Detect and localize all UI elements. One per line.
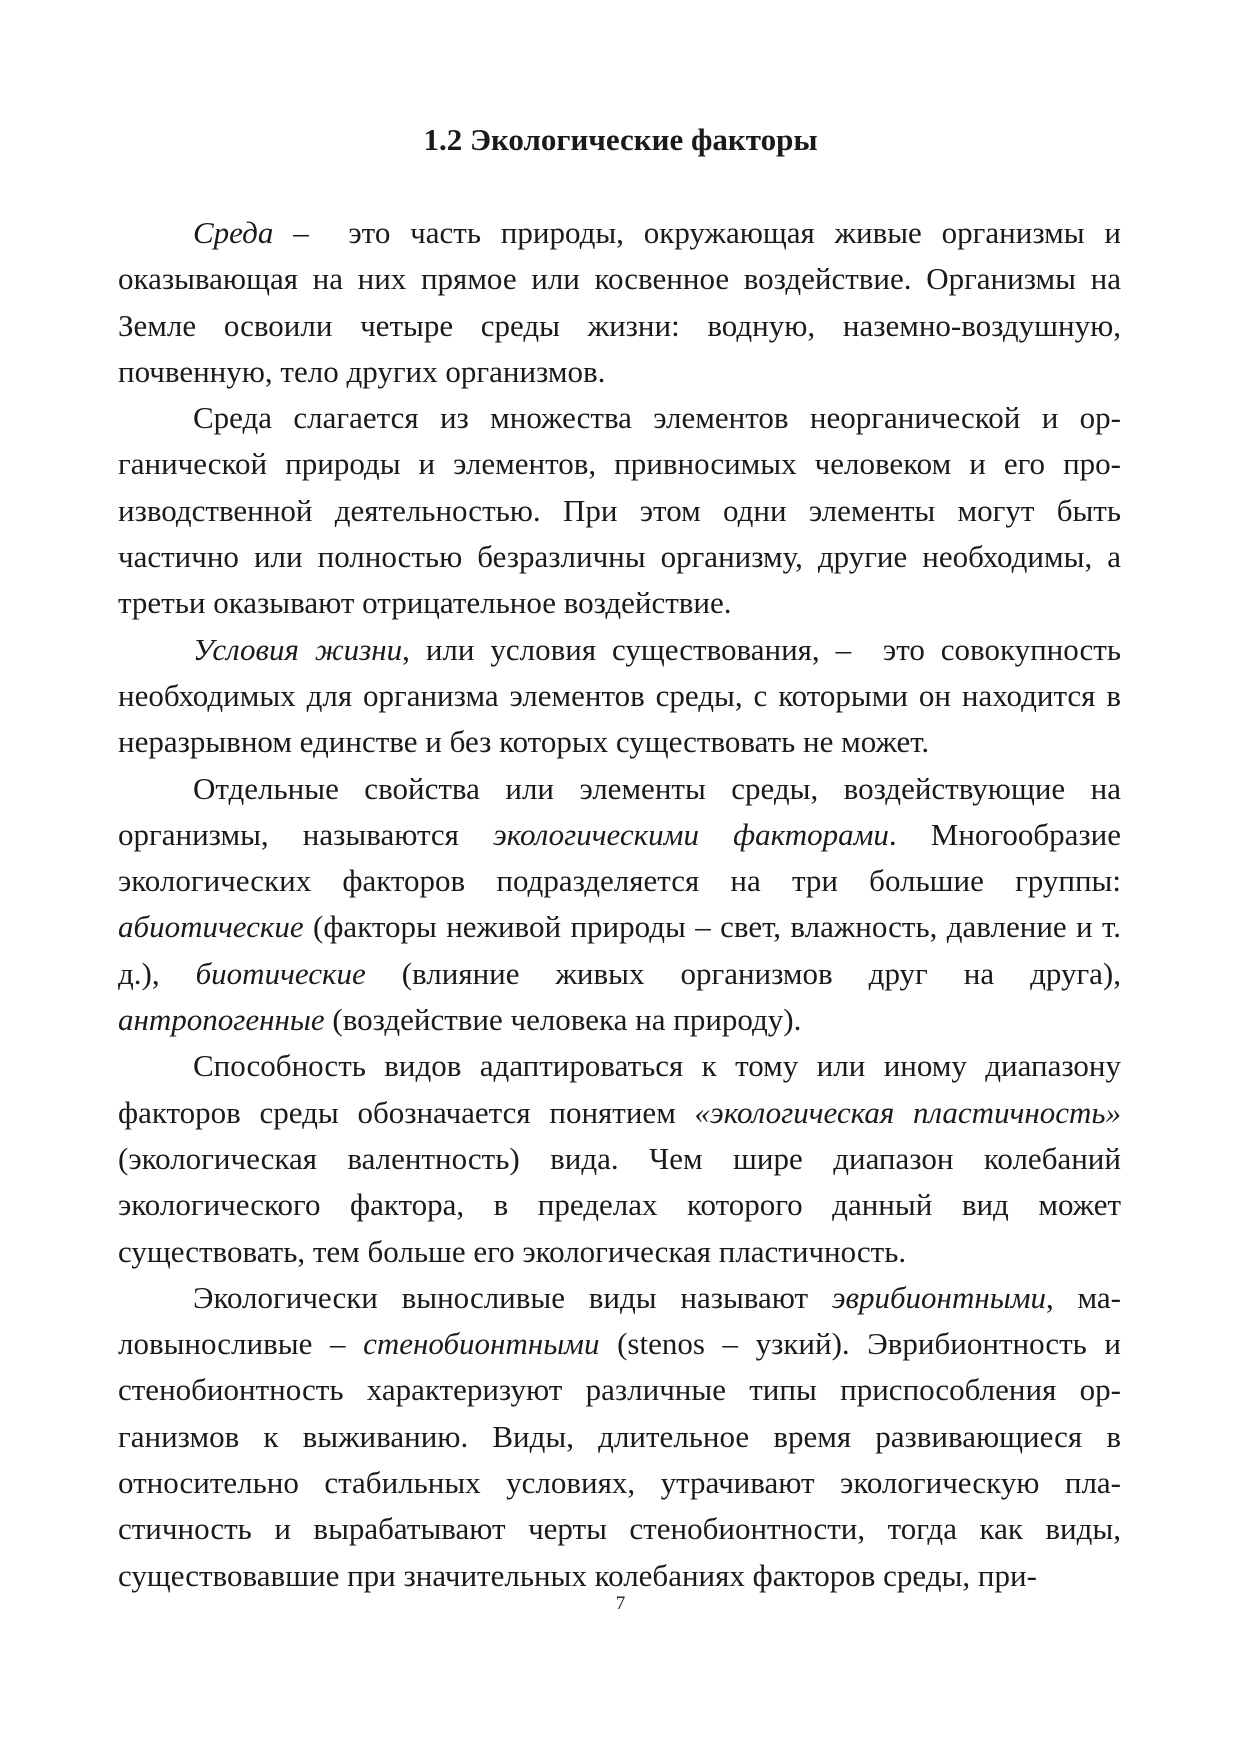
text-run: Экологически выносливые виды называют bbox=[193, 1279, 832, 1315]
paragraph bbox=[118, 1043, 1121, 1274]
text-run: . Многообразие экологических факторов подразделяется на три большие группы: bbox=[118, 816, 1121, 899]
italic-term: абиотические bbox=[118, 909, 304, 945]
text-run: Способность видов адаптироваться к тому или иному диапазону факторов среды обозначается понятием bbox=[118, 1048, 1121, 1130]
section-title: 1.2 Экологические факторы bbox=[423, 122, 818, 157]
text-run: (воздействие человека на природу). bbox=[324, 1002, 802, 1038]
paragraph bbox=[118, 766, 1121, 1044]
text-run: – это часть природы, окружающая живые организмы и оказывающая на них прямое или косвенное воздействие. Организмы на Земле освоили четыре среды жизни: водную, наземно-воздушную, почвенную, тело других организмов. bbox=[118, 215, 1121, 389]
text-run: Отдельные свойства или элементы среды, воздействующие на организмы, называются bbox=[118, 770, 1121, 852]
italic-term: Условия жизни bbox=[193, 631, 403, 667]
italic-term: Среда bbox=[193, 215, 274, 250]
italic-term: экологическими факторами bbox=[493, 816, 889, 852]
text-run: , маловыносливые – bbox=[118, 1279, 1121, 1362]
text-run: , или условия существования, – это совокупность необходимых для организма элементов среды, с которыми он находится в неразрывном единстве и без которых существовать не может. bbox=[118, 631, 1121, 760]
italic-term: биотические bbox=[195, 955, 366, 991]
text-run: (влияние живых организмов друг на друга), bbox=[365, 955, 1121, 991]
paragraph bbox=[118, 395, 1121, 626]
paragraph bbox=[118, 627, 1121, 766]
page-number: 7 bbox=[615, 1593, 626, 1614]
italic-term: «экологическая пластичность» bbox=[694, 1094, 1121, 1130]
italic-term: антропогенные bbox=[118, 1002, 325, 1038]
italic-term: эврибионтными bbox=[831, 1279, 1046, 1315]
paragraph bbox=[118, 1275, 1121, 1599]
text-run: Среда слагается из множества элементов неорганической и органической природы и элементов, привносимых человеком и его производственной деятельностью. При этом одни элементы могут быть частично или полностью безразличны организму, другие необходимы, а третьи оказывают отрицательное воздействие. bbox=[118, 400, 1121, 621]
italic-term: стенобионтными bbox=[363, 1326, 600, 1362]
text-run: (экологическая валентность) вида. Чем шире диапазон колебаний экологического фактора, в пределах которого данный вид может существовать, тем больше его экологическая пластичность. bbox=[118, 1140, 1121, 1269]
text-run: (stenos – узкий). Эврибионтность и стенобионтность характеризуют различные типы приспособления организмов к выживанию. Виды, длительное время развивающиеся в относительно стабильных условиях, утрачивают экологическую пластичность и вырабатывают черты стенобионтности, тогда как виды, существовавшие при значительных колебаниях факторов среды, при- bbox=[118, 1326, 1121, 1593]
text-run: (факторы неживой природы – свет, влажность, давление и т. д.), bbox=[118, 909, 1121, 991]
paragraph bbox=[118, 210, 1121, 395]
body-text bbox=[118, 210, 1121, 1599]
